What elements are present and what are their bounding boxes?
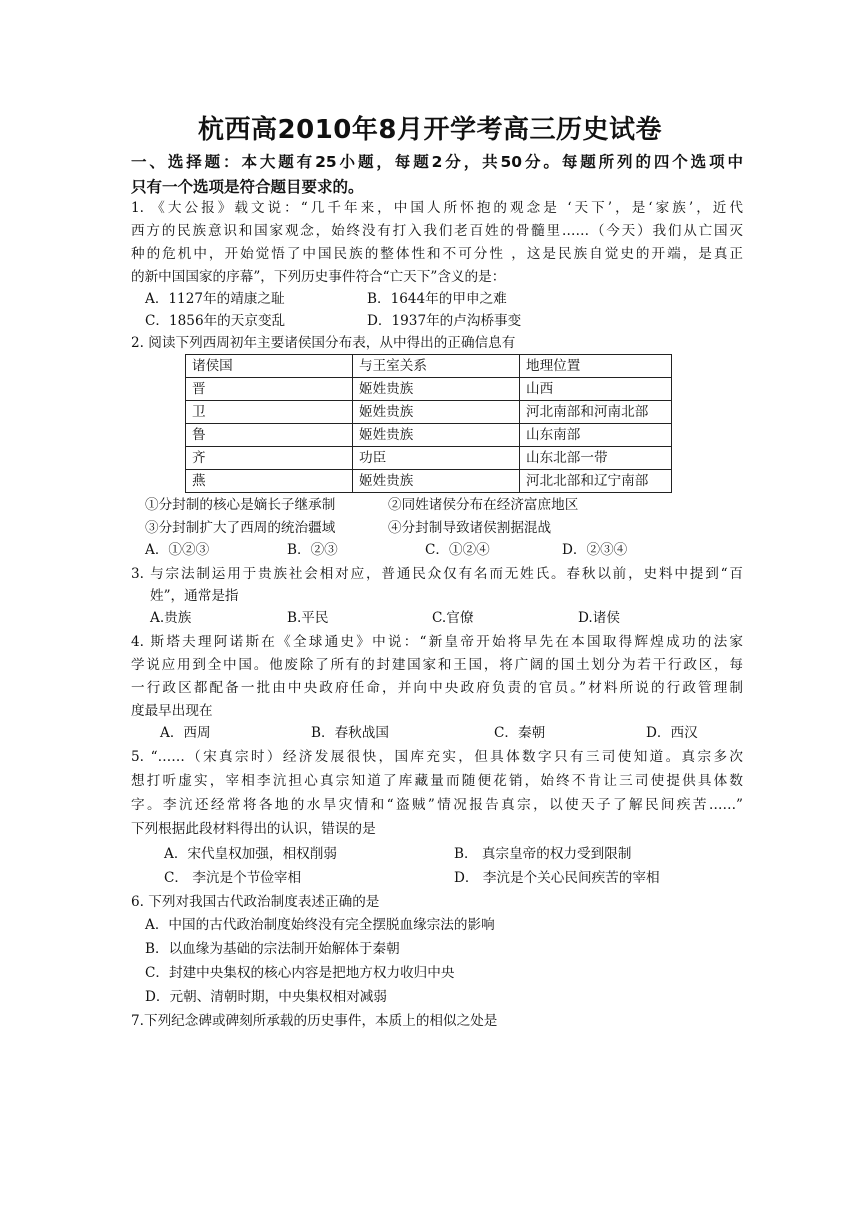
q4-stem-line: 一行政区都配备一批由中央政府任命，并向中央政府负责的官员。”材料所说的行政管理制: [131, 680, 743, 696]
q1-stem-line: 1. 《大公报》载文说：“几千年来，中国人所怀抱的观念是 ‘天下’，是‘家族’，近代: [131, 200, 743, 216]
table-cell: 燕: [186, 470, 353, 493]
section-heading-line: 一、选择题：本大题有25小题，每题2分，共50分。每题所列的四个选项中: [131, 153, 743, 171]
table-cell: 山东南部: [520, 424, 672, 447]
table-row: [186, 447, 672, 470]
q3-option-a: A.贵族: [150, 610, 192, 626]
table-cell: 齐: [186, 447, 353, 470]
q1-stem-line: 种的危机中，开始觉悟了中国民族的整体性和不可分性 ，这是民族自觉史的开端，是真正: [131, 246, 743, 262]
table-cell: 河北南部和河南北部: [520, 401, 672, 424]
q4-option-c: C．秦朝: [494, 725, 546, 741]
q1-option-c: C．1856年的天京变乱: [145, 313, 286, 329]
q2-stem: 2. 阅读下列西周初年主要诸侯国分布表，从中得出的正确信息有: [131, 335, 516, 351]
q1-stem-line: 西方的民族意识和国家观念，始终没有打入我们老百姓的骨髓里……（今天）我们从亡国灭: [131, 223, 743, 239]
q4-stem-line: 度最早出现在: [131, 703, 213, 719]
table-cell: 姬姓贵族: [353, 401, 520, 424]
q6-option-c: C．封建中央集权的核心内容是把地方权力收归中央: [145, 965, 455, 981]
q3-stem-line: 姓”，通常是指: [150, 588, 239, 604]
table-cell: 山西: [520, 378, 672, 401]
table-cell: 姬姓贵族: [353, 378, 520, 401]
q4-stem-line: 学说应用到全中国。他废除了所有的封建国家和王国，将广阔的国土划分为若干行政区，每: [131, 657, 743, 673]
q2-option-b: B．②③: [287, 542, 338, 558]
q3-stem-line: 3. 与宗法制运用于贵族社会相对应，普通民众仅有名而无姓氏。春秋以前，史料中提到“百: [131, 566, 743, 582]
q5-stem-line: 下列根据此段材料得出的认识，错误的是: [131, 821, 376, 837]
q3-option-c: C.官僚: [432, 610, 474, 626]
table-row: [186, 424, 672, 447]
section-heading: [131, 150, 743, 200]
q1-option-d: D．1937年的卢沟桥事变: [367, 313, 522, 329]
q5-stem-line: 字。李沆还经常将各地的水旱灾情和“盗贼”情况报告真宗，以使天子了解民间疾苦……”: [131, 797, 743, 813]
table-header-cell: 与王室关系: [353, 355, 520, 378]
q2-option-a: A．①②③: [145, 542, 210, 558]
table-row: [186, 378, 672, 401]
table-cell: 山东北部一带: [520, 447, 672, 470]
table-cell: 晋: [186, 378, 353, 401]
table-cell: 功臣: [353, 447, 520, 470]
table-cell: 姬姓贵族: [353, 470, 520, 493]
q4-stem-line: 4. 斯塔夫理阿诺斯在《全球通史》中说：“新皇帝开始将早先在本国取得辉煌成功的法家: [131, 634, 743, 650]
table-cell: 姬姓贵族: [353, 424, 520, 447]
q5-option-d: D． 李沆是个关心民间疾苦的宰相: [454, 870, 660, 886]
q3-option-b: B.平民: [287, 610, 329, 626]
q6-option-d: D．元朝、清朝时期，中央集权相对减弱: [145, 989, 387, 1005]
fief-table: [185, 354, 672, 493]
table-header-cell: 地理位置: [520, 355, 672, 378]
table-header-cell: 诸侯国: [186, 355, 353, 378]
table-row: [186, 470, 672, 493]
section-heading-line: 只有一个选项是符合题目要求的。: [131, 178, 364, 196]
table-cell: 鲁: [186, 424, 353, 447]
q3-option-d: D.诸侯: [578, 610, 620, 626]
q1-option-b: B．1644年的甲申之难: [367, 291, 507, 307]
q6-stem: 6. 下列对我国古代政治制度表述正确的是: [131, 894, 380, 910]
q5-option-b: B． 真宗皇帝的权力受到限制: [454, 846, 632, 862]
q4-option-d: D．西汉: [646, 725, 698, 741]
q2-statement-4: ④分封制导致诸侯割据混战: [388, 520, 552, 536]
q1-stem-line: 的新中国国家的序幕”，下列历史事件符合“亡天下”含义的是：: [131, 269, 506, 285]
q5-option-a: A．宋代皇权加强，相权削弱: [164, 846, 337, 862]
table-row: [186, 401, 672, 424]
q2-option-d: D．②③④: [562, 542, 628, 558]
table-cell: 卫: [186, 401, 353, 424]
q2-statement-3: ③分封制扩大了西周的统治疆域: [145, 520, 336, 536]
q7-stem: 7.下列纪念碑或碑刻所承载的历史事件，本质上的相似之处是: [131, 1013, 498, 1029]
q5-stem-line: 5. “……（宋真宗时）经济发展很快，国库充实，但具体数字只有三司使知道。真宗多次: [131, 749, 743, 765]
q6-option-a: A．中国的古代政治制度始终没有完全摆脱血缘宗法的影响: [145, 917, 495, 933]
q2-statement-2: ②同姓诸侯分布在经济富庶地区: [388, 497, 579, 513]
q6-option-b: B．以血缘为基础的宗法制开始解体于秦朝: [145, 941, 400, 957]
exam-title: 杭西高2010年8月开学考高三历史试卷: [198, 115, 662, 145]
table-header-row: [186, 355, 672, 378]
table-cell: 河北北部和辽宁南部: [520, 470, 672, 493]
q5-stem-line: 想打听虚实，宰相李沆担心真宗知道了库藏量而随便花销，始终不肯让三司使提供具体数: [131, 773, 743, 789]
q4-option-a: A．西周: [160, 725, 211, 741]
q4-option-b: B．春秋战国: [311, 725, 389, 741]
q2-option-c: C．①②④: [425, 542, 490, 558]
q1-option-a: A．1127年的靖康之耻: [145, 291, 285, 307]
q5-option-c: C． 李沆是个节俭宰相: [164, 870, 302, 886]
q2-statement-1: ①分封制的核心是嫡长子继承制: [145, 497, 336, 513]
